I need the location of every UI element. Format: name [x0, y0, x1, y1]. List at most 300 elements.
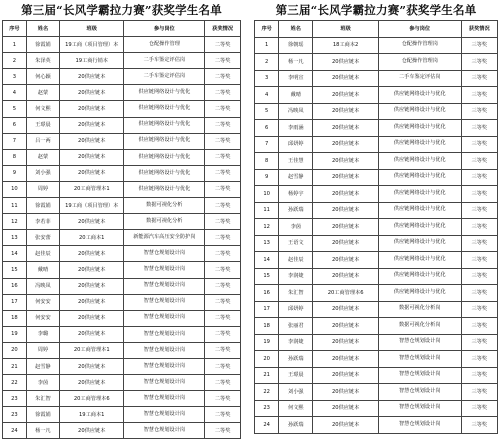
cell-award: 三等奖	[461, 252, 497, 269]
cell-name: 吕一两	[26, 133, 59, 149]
cell-award: 三等奖	[461, 351, 497, 368]
cell-name: 何安安	[26, 310, 59, 326]
cell-award: 三等奖	[461, 70, 497, 87]
cell-position: 智慧仓规划设计岗	[378, 351, 461, 368]
cell-name: 赵蒙	[26, 149, 59, 165]
cell-name: 何文熙	[26, 101, 59, 117]
table-row	[3, 407, 241, 423]
table-row	[3, 214, 241, 230]
cell-class: 20供应链本	[313, 417, 379, 434]
cell-position: 数据可视化分析	[124, 198, 205, 214]
cell-position: 仓配操作管理岗	[378, 37, 461, 54]
cell-award: 二等奖	[205, 214, 241, 230]
cell-award: 三等奖	[461, 169, 497, 186]
cell-award: 二等奖	[205, 53, 241, 69]
cell-award: 三等奖	[461, 219, 497, 236]
cell-name: 何安安	[26, 294, 59, 310]
cell-class: 20供应链本	[313, 219, 379, 236]
cell-class: 20供应链本	[313, 103, 379, 120]
table-row	[255, 417, 498, 434]
cell-name: 杨一凡	[279, 54, 313, 71]
table-row	[3, 294, 241, 310]
cell-index: 5	[3, 101, 27, 117]
cell-position: 智慧仓规划设计岗	[124, 326, 205, 342]
cell-index: 23	[255, 400, 279, 417]
cell-award: 三等奖	[461, 301, 497, 318]
right-award-table	[254, 20, 498, 434]
cell-position: 供应链网络设计与优化	[378, 235, 461, 252]
cell-award: 三等奖	[461, 384, 497, 401]
cell-class: 19工商（项目管理）本	[60, 198, 124, 214]
cell-award: 二等奖	[205, 165, 241, 181]
cell-position: 智慧仓规划设计岗	[124, 294, 205, 310]
cell-name: 朱汇智	[279, 285, 313, 302]
cell-name: 杨一凡	[26, 423, 59, 439]
cell-class: 20工商管理本6	[313, 285, 379, 302]
cell-award: 二等奖	[205, 407, 241, 423]
cell-position: 供应链网络设计与优化	[124, 165, 205, 181]
cell-class: 20供应链本	[313, 153, 379, 170]
cell-class: 20供应链本	[60, 101, 124, 117]
cell-index: 13	[255, 235, 279, 252]
cell-index: 24	[3, 423, 27, 439]
cell-position: 智慧仓规划设计岗	[124, 278, 205, 294]
cell-award: 三等奖	[461, 268, 497, 285]
cell-name: 张安蕾	[26, 230, 59, 246]
table-row	[3, 230, 241, 246]
cell-award: 二等奖	[205, 181, 241, 197]
cell-index: 7	[3, 133, 27, 149]
cell-class: 20供应链本	[60, 326, 124, 342]
table-row	[3, 133, 241, 149]
cell-award: 三等奖	[461, 235, 497, 252]
cell-award: 二等奖	[205, 262, 241, 278]
table-row	[255, 103, 498, 120]
col-header-award: 获奖情况	[461, 21, 497, 38]
col-header-class: 班级	[313, 21, 379, 38]
cell-class: 20供应链本	[313, 120, 379, 137]
cell-position: 二手车鉴定评估岗	[124, 69, 205, 85]
cell-position: 仓配操作管理岗	[378, 54, 461, 71]
cell-position: 供应链网络设计与优化	[378, 252, 461, 269]
cell-name: 何心颖	[26, 69, 59, 85]
table-row	[3, 198, 241, 214]
table-row	[255, 54, 498, 71]
cell-award: 三等奖	[461, 417, 497, 434]
table-row	[3, 37, 241, 53]
cell-class: 20供应链本	[60, 262, 124, 278]
cell-position: 智慧仓规划设计岗	[378, 367, 461, 384]
table-row	[255, 367, 498, 384]
cell-position: 数据可视化分析	[124, 214, 205, 230]
cell-name: 周婷	[26, 181, 59, 197]
cell-position: 供应链网络设计与优化	[124, 133, 205, 149]
cell-award: 三等奖	[461, 285, 497, 302]
left-award-list	[2, 0, 241, 439]
cell-name: 李明宣	[279, 70, 313, 87]
cell-name: 李璐	[26, 326, 59, 342]
cell-index: 22	[3, 375, 27, 391]
right-header-row	[255, 21, 498, 38]
cell-position: 供应链网络设计与优化	[124, 181, 205, 197]
cell-index: 7	[255, 136, 279, 153]
cell-index: 6	[3, 117, 27, 133]
cell-award: 三等奖	[461, 186, 497, 203]
cell-position: 供应链网络设计与优化	[378, 202, 461, 219]
cell-index: 8	[255, 153, 279, 170]
cell-class: 20供应链本	[313, 54, 379, 71]
cell-index: 9	[3, 165, 27, 181]
cell-index: 17	[3, 294, 27, 310]
cell-class: 20供应链本	[60, 85, 124, 101]
cell-class: 20供应链本	[313, 87, 379, 104]
cell-class: 20供应链本	[313, 186, 379, 203]
cell-award: 三等奖	[461, 103, 497, 120]
cell-award: 三等奖	[461, 120, 497, 137]
table-row	[3, 342, 241, 358]
cell-index: 6	[255, 120, 279, 137]
cell-award: 三等奖	[461, 318, 497, 335]
left-header-row	[3, 21, 241, 37]
cell-class: 20供应链本	[313, 351, 379, 368]
cell-class: 20工商管理本1	[60, 181, 124, 197]
cell-position: 智慧仓规划设计岗	[124, 358, 205, 374]
table-row	[255, 202, 498, 219]
col-header-name: 姓名	[26, 21, 59, 37]
cell-index: 4	[3, 85, 27, 101]
cell-name: 何文熙	[279, 400, 313, 417]
table-row	[255, 252, 498, 269]
cell-position: 二手车鉴定评估岗	[378, 70, 461, 87]
cell-award: 二等奖	[205, 358, 241, 374]
cell-index: 11	[255, 202, 279, 219]
cell-position: 供应链网络设计与优化	[378, 120, 461, 137]
cell-name: 李若菲	[26, 214, 59, 230]
cell-index: 15	[3, 262, 27, 278]
cell-name: 王璟晨	[279, 367, 313, 384]
cell-position: 供应链网络设计与优化	[378, 285, 461, 302]
col-header-award: 获奖情况	[205, 21, 241, 37]
table-row	[3, 423, 241, 439]
cell-award: 三等奖	[461, 334, 497, 351]
cell-position: 智慧仓规划设计岗	[124, 246, 205, 262]
cell-award: 三等奖	[461, 400, 497, 417]
table-row	[255, 87, 498, 104]
cell-position: 供应链网络设计与优化	[378, 153, 461, 170]
cell-award: 二等奖	[205, 230, 241, 246]
table-row	[255, 334, 498, 351]
cell-award: 二等奖	[205, 310, 241, 326]
cell-award: 二等奖	[205, 37, 241, 53]
cell-name: 徐霞娟	[26, 198, 59, 214]
table-row	[3, 262, 241, 278]
cell-class: 18工商本2	[313, 37, 379, 54]
cell-class: 20供应链本	[60, 423, 124, 439]
table-row	[255, 37, 498, 54]
cell-name: 李润婕	[279, 268, 313, 285]
cell-award: 二等奖	[205, 423, 241, 439]
col-header-name: 姓名	[279, 21, 313, 38]
cell-name: 徐霞娟	[26, 37, 59, 53]
table-row	[255, 70, 498, 87]
table-row	[255, 400, 498, 417]
cell-name: 李茵	[279, 219, 313, 236]
cell-position: 供应链网络设计与优化	[378, 87, 461, 104]
table-row	[3, 310, 241, 326]
table-row	[255, 153, 498, 170]
cell-position: 供应链网络设计与优化	[378, 136, 461, 153]
cell-award: 三等奖	[461, 54, 497, 71]
cell-index: 23	[3, 391, 27, 407]
col-header-index: 序号	[255, 21, 279, 38]
cell-name: 孙跃瑞	[279, 202, 313, 219]
cell-class: 20供应链本	[313, 367, 379, 384]
cell-class: 20供应链本	[60, 133, 124, 149]
col-header-position: 参与岗位	[124, 21, 205, 37]
cell-position: 智慧仓规划设计岗	[378, 334, 461, 351]
cell-name: 邱妍婷	[279, 136, 313, 153]
cell-index: 12	[255, 219, 279, 236]
cell-index: 3	[3, 69, 27, 85]
cell-name: 杨婷宇	[279, 186, 313, 203]
cell-name: 徐霞娟	[26, 407, 59, 423]
cell-award: 二等奖	[205, 85, 241, 101]
table-row	[3, 69, 241, 85]
cell-name: 孙跃瑞	[279, 417, 313, 434]
cell-index: 16	[3, 278, 27, 294]
left-title: 第三届“长风学霸拉力赛”获奖学生名单	[21, 3, 222, 17]
cell-name: 冯映凤	[26, 278, 59, 294]
cell-index: 21	[255, 367, 279, 384]
cell-index: 19	[3, 326, 27, 342]
cell-award: 二等奖	[205, 133, 241, 149]
cell-class: 20供应链本	[313, 400, 379, 417]
cell-award: 二等奖	[205, 375, 241, 391]
left-award-table	[2, 20, 241, 439]
cell-position: 供应链网络设计与优化	[124, 85, 205, 101]
cell-index: 17	[255, 301, 279, 318]
cell-award: 三等奖	[461, 367, 497, 384]
cell-award: 三等奖	[461, 87, 497, 104]
cell-index: 18	[255, 318, 279, 335]
cell-position: 智慧仓规划设计岗	[124, 342, 205, 358]
cell-award: 二等奖	[205, 342, 241, 358]
table-row	[3, 53, 241, 69]
table-row	[3, 165, 241, 181]
cell-name: 戴晴	[279, 87, 313, 104]
cell-name: 李雨涵	[279, 120, 313, 137]
cell-class: 20工商管理本6	[60, 391, 124, 407]
cell-position: 智慧仓规划设计岗	[124, 423, 205, 439]
cell-name: 刘小强	[26, 165, 59, 181]
cell-name: 徐朝瑶	[279, 37, 313, 54]
cell-award: 三等奖	[461, 202, 497, 219]
cell-index: 20	[3, 342, 27, 358]
cell-position: 供应链网络设计与优化	[378, 268, 461, 285]
table-row	[3, 358, 241, 374]
cell-index: 15	[255, 268, 279, 285]
cell-name: 冯映凤	[279, 103, 313, 120]
cell-class: 20供应链本	[60, 117, 124, 133]
cell-position: 供应链网络设计与优化	[378, 219, 461, 236]
cell-position: 智慧仓规划设计岗	[378, 417, 461, 434]
cell-class: 20供应链本	[313, 169, 379, 186]
cell-name: 赵蒙	[26, 85, 59, 101]
right-title: 第三届“长风学霸拉力赛”获奖学生名单	[275, 3, 477, 17]
cell-position: 供应链网络设计与优化	[378, 169, 461, 186]
cell-index: 1	[255, 37, 279, 54]
cell-index: 24	[255, 417, 279, 434]
cell-position: 智慧仓规划设计岗	[124, 407, 205, 423]
right-award-list	[254, 0, 498, 434]
cell-position: 供应链网络设计与优化	[124, 117, 205, 133]
table-row	[3, 181, 241, 197]
cell-index: 2	[3, 53, 27, 69]
cell-name: 赵雪静	[279, 169, 313, 186]
cell-award: 二等奖	[205, 391, 241, 407]
cell-award: 三等奖	[461, 136, 497, 153]
table-row	[255, 186, 498, 203]
table-row	[3, 391, 241, 407]
cell-class: 20供应链本	[313, 318, 379, 335]
cell-award: 二等奖	[205, 278, 241, 294]
cell-position: 智慧仓规划设计岗	[378, 384, 461, 401]
cell-award: 二等奖	[205, 246, 241, 262]
cell-index: 3	[255, 70, 279, 87]
cell-name: 朱汇智	[26, 391, 59, 407]
cell-name: 朱泽英	[26, 53, 59, 69]
cell-position: 供应链网络设计与优化	[378, 103, 461, 120]
cell-award: 二等奖	[205, 326, 241, 342]
cell-index: 23	[3, 407, 27, 423]
cell-award: 二等奖	[205, 294, 241, 310]
cell-award: 二等奖	[205, 117, 241, 133]
table-row	[255, 120, 498, 137]
cell-class: 20工商管理本1	[60, 342, 124, 358]
cell-position: 二手车鉴定评估岗	[124, 53, 205, 69]
cell-index: 19	[255, 334, 279, 351]
cell-name: 邱妍婷	[279, 301, 313, 318]
cell-index: 22	[255, 384, 279, 401]
cell-name: 李茵	[26, 375, 59, 391]
cell-class: 20供应链本	[313, 384, 379, 401]
cell-class: 20供应链本	[313, 334, 379, 351]
table-row	[255, 285, 498, 302]
table-row	[255, 268, 498, 285]
cell-position: 智慧仓规划设计岗	[124, 262, 205, 278]
table-row	[255, 169, 498, 186]
table-row	[3, 101, 241, 117]
cell-class: 20供应链本	[313, 268, 379, 285]
cell-index: 10	[3, 181, 27, 197]
cell-class: 20供应链本	[313, 252, 379, 269]
cell-class: 19工商（项目管理）本	[60, 37, 124, 53]
cell-position: 智慧仓规划设计岗	[124, 391, 205, 407]
cell-index: 12	[3, 214, 27, 230]
cell-index: 14	[255, 252, 279, 269]
cell-position: 新能源汽车高压安全防护岗	[124, 230, 205, 246]
cell-index: 5	[255, 103, 279, 120]
table-row	[255, 301, 498, 318]
table-row	[3, 149, 241, 165]
cell-class: 20供应链本	[313, 235, 379, 252]
cell-name: 赵雪静	[26, 358, 59, 374]
cell-name: 戴晴	[26, 262, 59, 278]
cell-index: 1	[3, 37, 27, 53]
cell-name: 王璟晨	[26, 117, 59, 133]
cell-award: 三等奖	[461, 37, 497, 54]
col-header-class: 班级	[60, 21, 124, 37]
cell-index: 4	[255, 87, 279, 104]
table-row	[3, 375, 241, 391]
cell-name: 李润婕	[279, 334, 313, 351]
cell-name: 周婷	[26, 342, 59, 358]
cell-class: 20供应链本	[313, 301, 379, 318]
cell-position: 数据可视化分析岗	[378, 301, 461, 318]
cell-index: 8	[3, 149, 27, 165]
cell-position: 供应链网络设计与优化	[378, 186, 461, 203]
table-row	[255, 351, 498, 368]
cell-name: 张丽君	[279, 318, 313, 335]
cell-class: 20供应链本	[60, 69, 124, 85]
cell-class: 20供应链本	[60, 358, 124, 374]
cell-class: 19工商本1	[60, 407, 124, 423]
cell-award: 二等奖	[205, 69, 241, 85]
table-row	[3, 326, 241, 342]
table-row	[3, 246, 241, 262]
cell-class: 20供应链本	[313, 202, 379, 219]
cell-class: 19工商行销本	[60, 53, 124, 69]
cell-award: 三等奖	[461, 153, 497, 170]
cell-index: 9	[255, 169, 279, 186]
cell-name: 赵佳辰	[26, 246, 59, 262]
cell-position: 智慧仓规划设计岗	[124, 310, 205, 326]
cell-position: 供应链网络设计与优化	[124, 101, 205, 117]
cell-class: 20供应链本	[60, 149, 124, 165]
table-row	[255, 219, 498, 236]
cell-index: 21	[3, 358, 27, 374]
cell-index: 10	[255, 186, 279, 203]
cell-class: 20供应链本	[60, 165, 124, 181]
cell-class: 20供应链本	[313, 70, 379, 87]
table-row	[3, 117, 241, 133]
cell-class: 20供应链本	[60, 294, 124, 310]
table-row	[3, 278, 241, 294]
cell-position: 供应链网络设计与优化	[124, 149, 205, 165]
cell-name: 孙跃瑞	[279, 351, 313, 368]
cell-index: 14	[3, 246, 27, 262]
cell-index: 16	[255, 285, 279, 302]
cell-class: 20供应链本	[60, 375, 124, 391]
table-row	[255, 136, 498, 153]
cell-class: 20供应链本	[313, 136, 379, 153]
cell-index: 13	[3, 230, 27, 246]
cell-name: 赵佳辰	[279, 252, 313, 269]
table-row	[255, 384, 498, 401]
cell-position: 仓配操作管理	[124, 37, 205, 53]
cell-name: 刘小强	[279, 384, 313, 401]
cell-index: 18	[3, 310, 27, 326]
cell-name: 王语文	[279, 235, 313, 252]
cell-name: 王佳慧	[279, 153, 313, 170]
cell-index: 2	[255, 54, 279, 71]
table-row	[3, 85, 241, 101]
cell-index: 11	[3, 198, 27, 214]
cell-award: 二等奖	[205, 101, 241, 117]
table-row	[255, 235, 498, 252]
cell-award: 二等奖	[205, 149, 241, 165]
col-header-index: 序号	[3, 21, 27, 37]
